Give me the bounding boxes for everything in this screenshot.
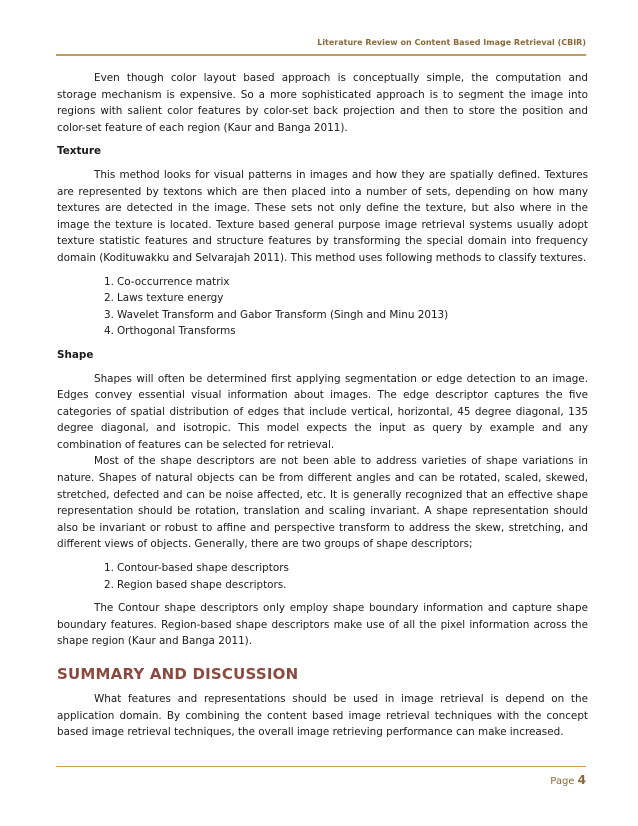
list-item: [104, 290, 588, 307]
list-item: [104, 307, 588, 324]
list-number: 3.: [104, 308, 114, 321]
page-number: 4: [577, 773, 586, 787]
summary-heading: SUMMARY AND DISCUSSION: [57, 665, 299, 683]
footer-rule: [56, 766, 586, 767]
running-header: Literature Review on Content Based Image Retrieval (CBIR): [317, 38, 586, 47]
intro-paragraph: Even though color layout based approach is conceptually simple, the computation and storage mechanism is expensive. So a more sophisticated approach is to segment the image into regions with salient color features by color-set back projection and then to store the position and color-set feature of each region (Kaur and Banga 2011).: [57, 72, 588, 134]
page-body: [57, 70, 588, 741]
list-text: Wavelet Transform and Gabor Transform (Singh and Minu 2013): [117, 308, 449, 321]
list-text: Laws texture energy: [117, 292, 224, 305]
list-text: Co-occurrence matrix: [117, 275, 230, 288]
list-text: Orthogonal Transforms: [117, 325, 236, 338]
list-number: 2.: [104, 578, 114, 591]
summary-paragraph: What features and representations should be used in image retrieval is depend on the application domain. By combining the content based image retrieval techniques with the concept based image retrieval techniques, the overall image retrieving performance can make increased.: [57, 693, 588, 739]
list-number: 1.: [104, 275, 114, 288]
shape-paragraph-1: Shapes will often be determined first applying segmentation or edge detection to an image. Edges convey essential visual information about images. The edge descriptor captures the five categories of spatial distribution of edges that include vertical, horizontal, 45 degree diagonal, 135 degree diagonal, and isotropic. This model expects the input as query by example and any combination of features can be selected for retrieval.: [57, 372, 588, 451]
header-rule: [56, 54, 586, 56]
shape-heading: Shape: [57, 348, 94, 361]
list-number: 2.: [104, 292, 114, 305]
page-footer: [550, 773, 586, 787]
list-text: Region based shape descriptors.: [117, 578, 287, 591]
page-label: Page: [550, 776, 575, 787]
texture-paragraph: This method looks for visual patterns in images and how they are spatially defined. Textures are represented by textons which are then placed into a number of sets, depending on how many textures are detected in the image. These sets not only define the texture, but also where in the image the texture is located. Texture based general purpose image retrieval systems usually adopt texture statistic features and structure features by transforming the special domain into frequency domain (Kodituwakku and Selvarajah 2011). This method uses following methods to classify textures.: [57, 168, 588, 264]
shape-paragraph-2: Most of the shape descriptors are not been able to address varieties of shape variations in nature. Shapes of natural objects can be from different angles and can be rotated, scaled, skewed, stretched, defected and can be noise affected, etc. It is generally recognized that an effective shape representation should be rotation, translation and scaling invariant. A shape representation should also be invariant or robust to affine and perspective transform to address the skew, stretching, and different views of objects. Generally, there are two groups of shape descriptors;: [57, 455, 588, 551]
list-item: [104, 577, 588, 594]
shape-descriptors-list: [57, 560, 588, 593]
list-item: [104, 274, 588, 291]
list-number: 4.: [104, 325, 114, 338]
texture-heading: Texture: [57, 145, 101, 158]
list-number: 1.: [104, 562, 114, 575]
shape-paragraph-3: The Contour shape descriptors only employ shape boundary information and capture shape boundary features. Region-based shape descriptors make use of all the pixel information across the shape region (Kaur and Banga 2011).: [57, 602, 588, 648]
list-item: [104, 560, 588, 577]
list-item: [104, 323, 588, 340]
texture-methods-list: [57, 274, 588, 340]
list-text: Contour-based shape descriptors: [117, 562, 289, 575]
